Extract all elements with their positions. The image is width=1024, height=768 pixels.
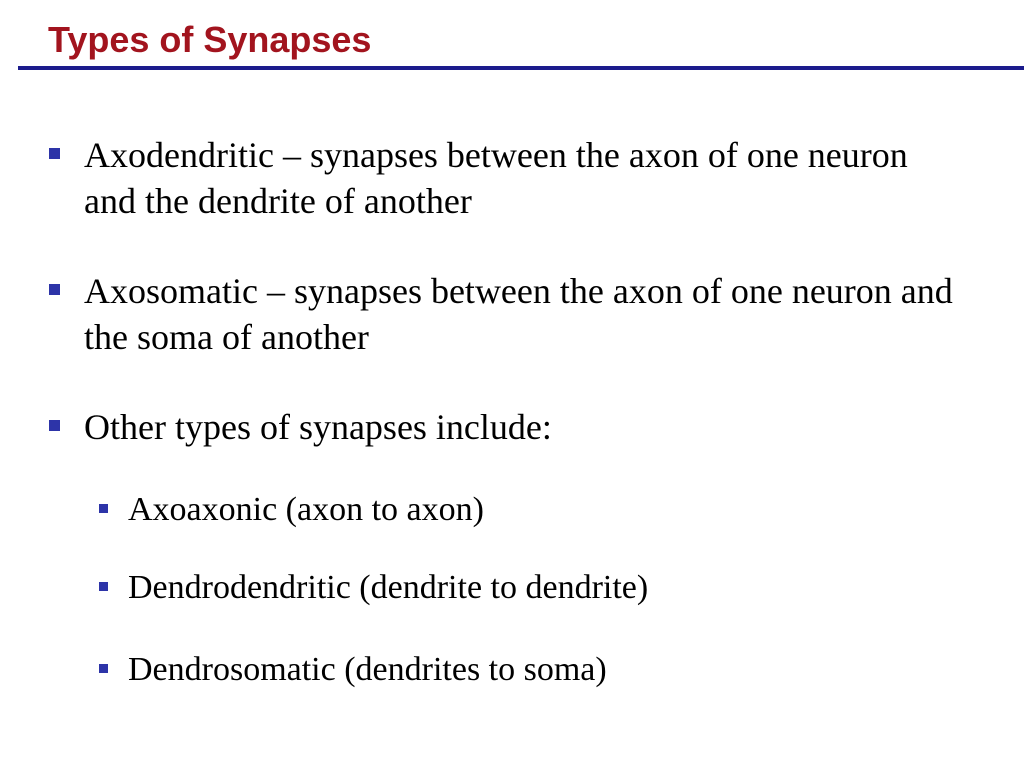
bullet-item xyxy=(84,268,964,360)
slide-title: Types of Synapses xyxy=(48,19,372,60)
bullet-text: Other types of synapses include: xyxy=(84,407,552,447)
sub-bullet-text: Axoaxonic (axon to axon) xyxy=(128,491,484,528)
square-bullet-icon xyxy=(49,284,60,295)
square-bullet-icon xyxy=(99,504,108,513)
bullet-item xyxy=(84,404,964,450)
square-bullet-icon xyxy=(99,664,108,673)
bullet-text: Axosomatic – synapses between the axon of one neuron and the soma of another xyxy=(84,271,953,357)
bullet-item xyxy=(84,132,964,224)
square-bullet-icon xyxy=(49,148,60,159)
sub-bullet-text: Dendrosomatic (dendrites to soma) xyxy=(128,651,607,688)
square-bullet-icon xyxy=(99,582,108,591)
sub-bullet-item xyxy=(128,648,968,692)
sub-bullet-text: Dendrodendritic (dendrite to dendrite) xyxy=(128,569,649,606)
square-bullet-icon xyxy=(49,420,60,431)
sub-bullet-item xyxy=(128,566,968,610)
sub-bullet-item xyxy=(128,488,968,532)
bullet-text: Axodendritic – synapses between the axon of one neuron and the dendrite of another xyxy=(84,135,908,221)
